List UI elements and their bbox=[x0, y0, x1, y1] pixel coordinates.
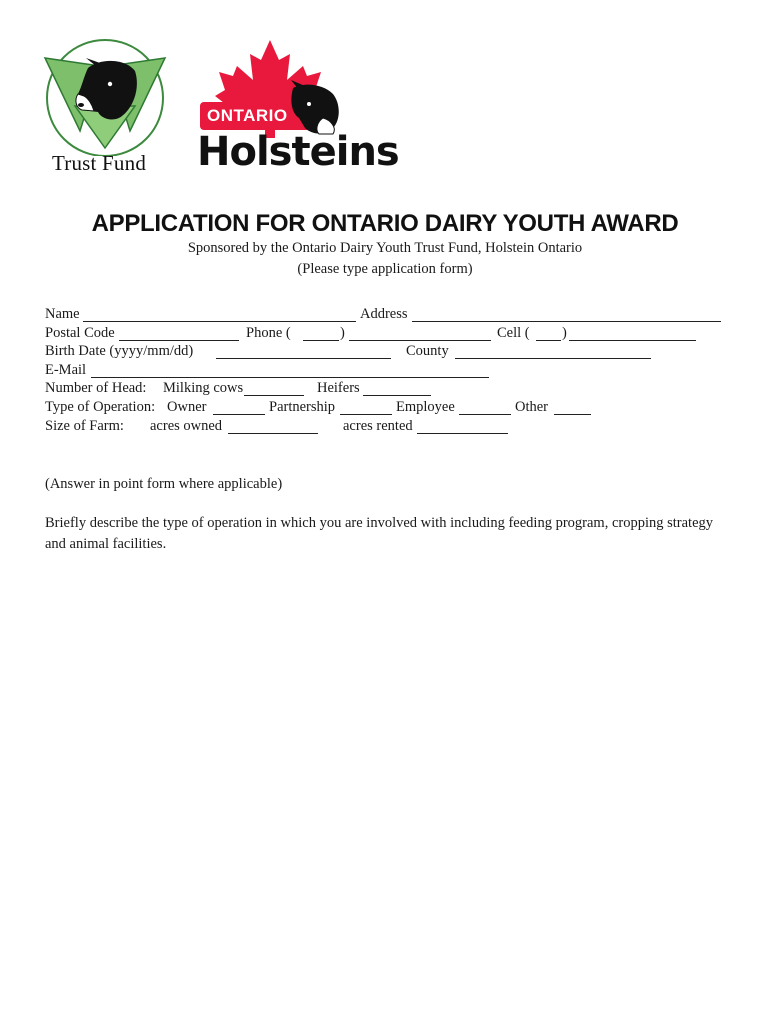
row-birth-county bbox=[45, 343, 735, 362]
page-title: APPLICATION FOR ONTARIO DAIRY YOUTH AWARD bbox=[91, 210, 679, 237]
ontario-holsteins-logo bbox=[195, 38, 410, 178]
row-size-of-farm bbox=[45, 418, 735, 437]
cell-close: ) bbox=[562, 324, 567, 341]
row-type-of-operation bbox=[45, 399, 735, 418]
address-field[interactable] bbox=[412, 321, 721, 322]
answer-note: (Answer in point form where applicable) bbox=[45, 476, 283, 492]
birth-date-field[interactable] bbox=[216, 358, 391, 359]
partnership-field[interactable] bbox=[340, 414, 392, 415]
milking-cows-label: Milking cows bbox=[163, 380, 244, 397]
acres-owned-field[interactable] bbox=[228, 433, 318, 434]
trust-fund-emblem bbox=[40, 36, 170, 156]
application-form bbox=[45, 306, 735, 436]
row-number-of-head bbox=[45, 380, 735, 399]
type-note: (Please type application form) bbox=[297, 261, 473, 277]
employee-field[interactable] bbox=[459, 414, 511, 415]
phone-label: Phone ( bbox=[246, 324, 291, 341]
name-field[interactable] bbox=[83, 321, 356, 322]
postal-code-field[interactable] bbox=[119, 340, 239, 341]
phone-close: ) bbox=[340, 324, 345, 341]
partnership-label: Partnership bbox=[269, 398, 336, 415]
owner-field[interactable] bbox=[213, 414, 265, 415]
row-name-address bbox=[45, 306, 735, 325]
sponsor-line: Sponsored by the Ontario Dairy Youth Trust Fund, Holstein Ontario bbox=[187, 240, 583, 256]
address-label: Address bbox=[360, 306, 408, 322]
acres-rented-label: acres rented bbox=[343, 417, 413, 434]
other-field[interactable] bbox=[554, 414, 591, 415]
trust-fund-caption: Trust Fund bbox=[52, 151, 147, 175]
phone-field[interactable] bbox=[349, 340, 491, 341]
name-label: Name bbox=[45, 306, 80, 322]
birth-date-label: Birth Date (yyyy/mm/dd) bbox=[45, 343, 194, 360]
type-of-operation-label: Type of Operation: bbox=[45, 398, 156, 415]
postal-code-label: Postal Code bbox=[45, 324, 115, 341]
employee-label: Employee bbox=[396, 398, 455, 415]
row-postal-phone-cell bbox=[45, 325, 735, 344]
describe-operation-prompt: Briefly describe the type of operation in which you are involved with including feeding program, cropping strategy and animal facilities. bbox=[45, 515, 714, 552]
email-field[interactable] bbox=[91, 377, 489, 378]
ontario-wordmark: ONTARIO bbox=[207, 106, 288, 125]
acres-owned-label: acres owned bbox=[150, 417, 223, 434]
email-label: E-Mail bbox=[45, 361, 87, 378]
heifers-field[interactable] bbox=[363, 395, 431, 396]
size-of-farm-label: Size of Farm: bbox=[45, 417, 124, 434]
trust-fund-logo bbox=[40, 36, 170, 176]
milking-cows-field[interactable] bbox=[244, 395, 304, 396]
county-label: County bbox=[406, 343, 449, 360]
other-label: Other bbox=[515, 398, 549, 415]
acres-rented-field[interactable] bbox=[417, 433, 508, 434]
cell-area-field[interactable] bbox=[536, 340, 561, 341]
owner-label: Owner bbox=[167, 398, 207, 415]
phone-area-field[interactable] bbox=[303, 340, 339, 341]
row-email bbox=[45, 362, 735, 381]
holsteins-wordmark: Holsteins bbox=[197, 129, 399, 175]
heifers-label: Heifers bbox=[317, 380, 360, 397]
county-field[interactable] bbox=[455, 358, 651, 359]
number-of-head-label: Number of Head: bbox=[45, 380, 147, 397]
cell-field[interactable] bbox=[569, 340, 696, 341]
cell-label: Cell ( bbox=[497, 324, 530, 341]
